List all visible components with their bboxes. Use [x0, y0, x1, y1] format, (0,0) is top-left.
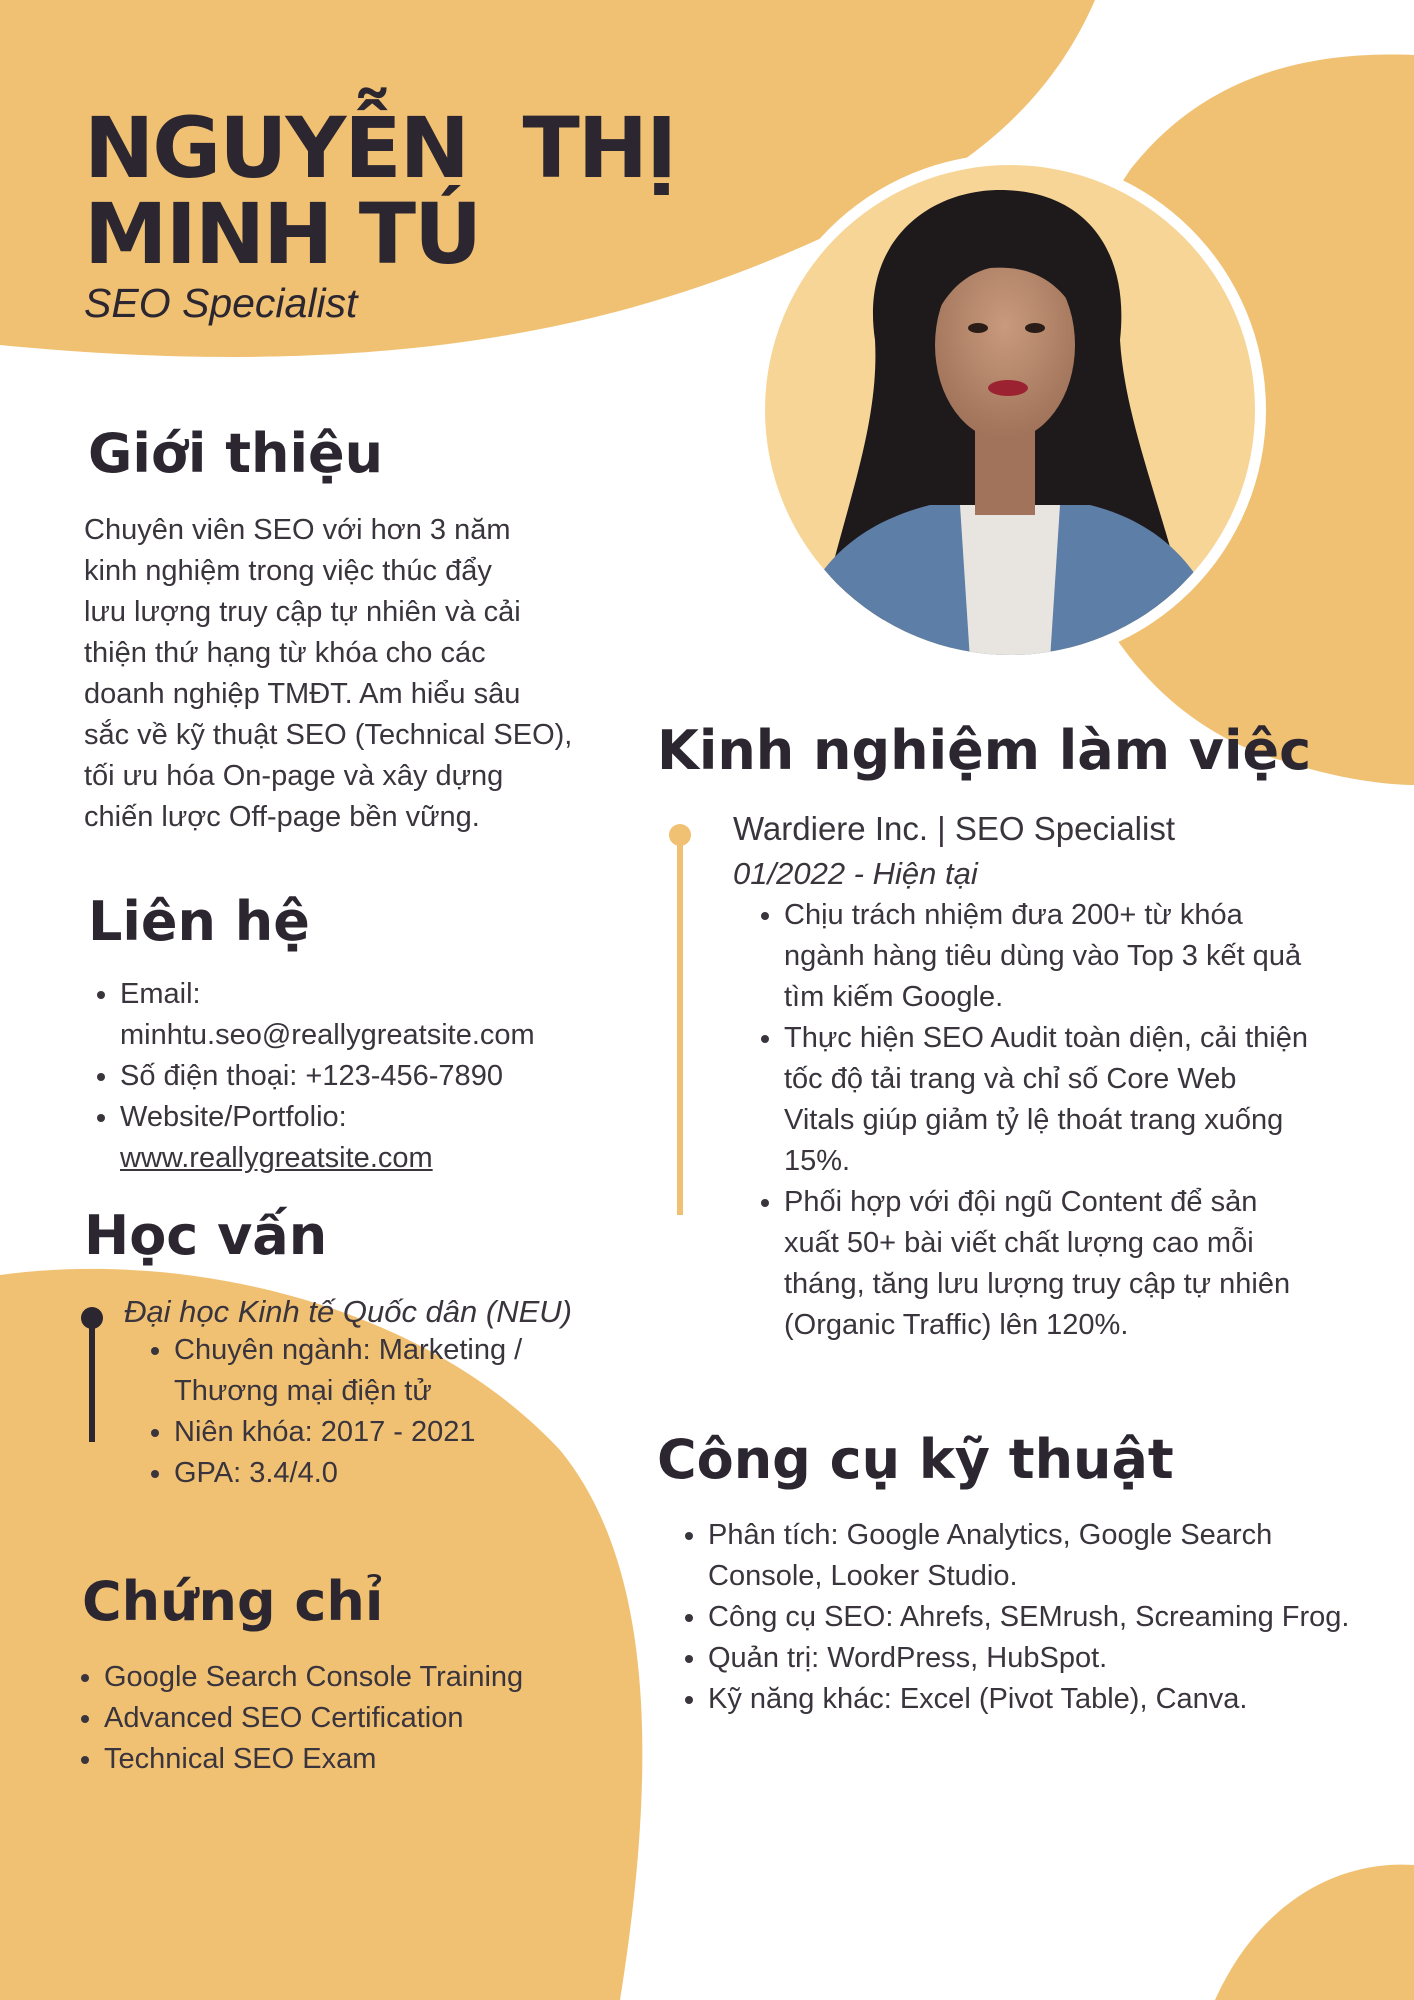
- certificate-item: • Advanced SEO Certification: [104, 1698, 628, 1739]
- experience-heading: Kinh nghiệm làm việc: [657, 719, 1312, 782]
- contact-email[interactable]: minhtu.seo@reallygreatsite.com: [120, 1019, 535, 1051]
- experience-duties: [748, 895, 1308, 1346]
- education-school: Đại học Kinh tế Quốc dân (NEU): [124, 1294, 572, 1329]
- certificates-list: [68, 1657, 628, 1780]
- contact-website-label: • Website/Portfolio:: [120, 1101, 347, 1133]
- about-line: thiện thứ hạng từ khóa cho các: [84, 637, 486, 669]
- candidate-name-line1: NGUYỄN THỊ: [84, 99, 676, 197]
- education-item: • Chuyên ngành: Marketing / Thương mại điện tử: [174, 1330, 608, 1412]
- about-line: doanh nghiệp TMĐT. Am hiểu sâu: [84, 678, 521, 710]
- bottom-right-blob: [1215, 1865, 1414, 2000]
- about-line: tối ưu hóa On-page và xây dựng: [84, 760, 504, 792]
- education-details: [138, 1330, 608, 1494]
- contact-phone-item: • Số điện thoại: +123-456-7890: [120, 1056, 624, 1097]
- tools-heading: Công cụ kỹ thuật: [657, 1428, 1174, 1491]
- contact-email-item: [120, 974, 624, 1056]
- certificate-item: • Technical SEO Exam: [104, 1739, 628, 1780]
- experience-company: Wardiere Inc. | SEO Specialist: [733, 810, 1176, 847]
- tool-item: • Quản trị: WordPress, HubSpot.: [708, 1638, 1362, 1679]
- experience-duty-item: • Thực hiện SEO Audit toàn diện, cải thiện tốc độ tải trang và chỉ số Core Web Vitals giúp giảm tỷ lệ thoát trang xuống 15%.: [784, 1018, 1308, 1182]
- tools-list: [672, 1515, 1362, 1720]
- about-line: Chuyên viên SEO với hơn 3 năm: [84, 514, 511, 546]
- education-item: • GPA: 3.4/4.0: [174, 1453, 608, 1494]
- about-heading: Giới thiệu: [88, 422, 384, 485]
- contact-list: [84, 974, 624, 1179]
- candidate-name: [84, 99, 676, 283]
- education-heading: Học vấn: [84, 1204, 328, 1267]
- about-line: lưu lượng truy cập tự nhiên và cải: [84, 596, 521, 628]
- contact-website-link[interactable]: www.reallygreatsite.com: [120, 1142, 433, 1174]
- about-line: kinh nghiệm trong việc thúc đẩy: [84, 555, 492, 587]
- tool-item: • Phân tích: Google Analytics, Google Search Console, Looker Studio.: [708, 1515, 1362, 1597]
- experience-duty-item: • Phối hợp với đội ngũ Content để sản xuất 50+ bài viết chất lượng cao mỗi tháng, tăng lưu lượng truy cập tự nhiên (Organic Traffic) lên 120%.: [784, 1182, 1308, 1346]
- candidate-name-line2: MINH TÚ: [84, 185, 481, 283]
- contact-email-label: • Email:: [120, 978, 201, 1010]
- certificates-heading: Chứng chỉ: [82, 1570, 384, 1633]
- certificate-item: • Google Search Console Training: [104, 1657, 628, 1698]
- tool-item: • Công cụ SEO: Ahrefs, SEMrush, Screaming Frog.: [708, 1597, 1362, 1638]
- contact-heading: Liên hệ: [88, 890, 310, 953]
- about-line: chiến lược Off-page bền vững.: [84, 801, 480, 833]
- education-item: • Niên khóa: 2017 - 2021: [174, 1412, 608, 1453]
- experience-duty-item: • Chịu trách nhiệm đưa 200+ từ khóa ngành hàng tiêu dùng vào Top 3 kết quả tìm kiếm Google.: [784, 895, 1308, 1018]
- tool-item: • Kỹ năng khác: Excel (Pivot Table), Canva.: [708, 1679, 1362, 1720]
- about-line: sắc về kỹ thuật SEO (Technical SEO),: [84, 719, 573, 751]
- candidate-title: SEO Specialist: [84, 280, 358, 326]
- contact-website-item: [120, 1097, 624, 1179]
- experience-period: 01/2022 - Hiện tại: [733, 856, 978, 891]
- about-paragraph: [84, 510, 644, 838]
